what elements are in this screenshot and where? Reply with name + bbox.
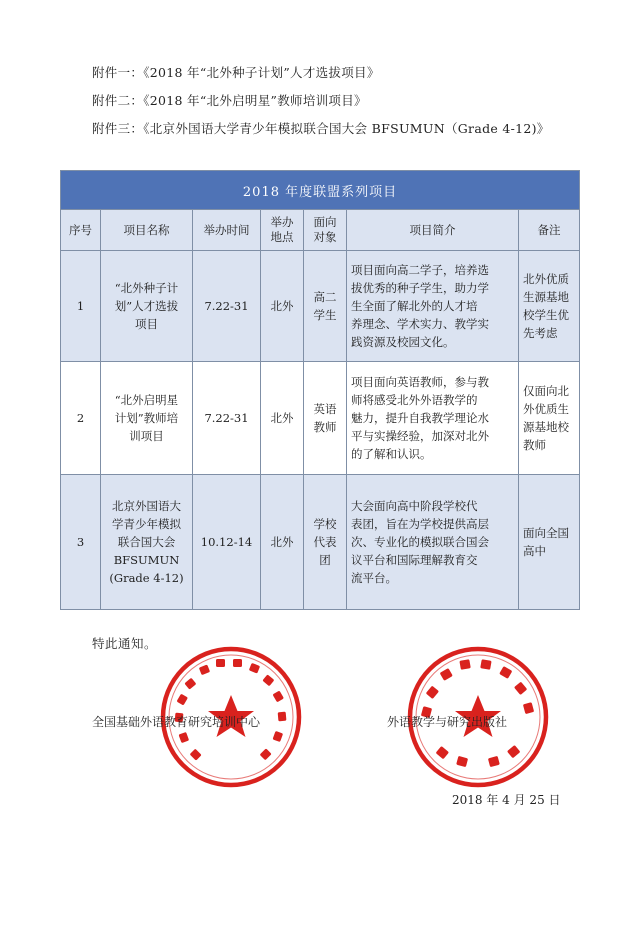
- cell-time: 7.22-31: [193, 251, 261, 362]
- header-time: 举办时间: [193, 210, 261, 251]
- table-row: [61, 475, 580, 610]
- cell-no: 3: [61, 475, 101, 610]
- cell-time: 7.22-31: [193, 362, 261, 475]
- cell-name: 北京外国语大 学青少年模拟 联合国大会 BFSUMUN (Grade 4-12): [101, 475, 193, 610]
- cell-place: 北外: [261, 475, 304, 610]
- cell-note: 北外优质 生源基地 校学生优 先考虑: [519, 251, 580, 362]
- cell-place: 北外: [261, 251, 304, 362]
- attachment-2: 附件二：《2018 年“北外启明星”教师培训项目》: [92, 93, 367, 108]
- table-row: [61, 362, 580, 475]
- cell-no: 1: [61, 251, 101, 362]
- attachment-3: 附件三：《北京外国语大学青少年模拟联合国大会 BFSUMUN（Grade 4-12)》: [92, 121, 550, 136]
- header-note: 备注: [519, 210, 580, 251]
- cell-target: 高二 学生: [304, 251, 347, 362]
- signature-left: 全国基础外语教育研究培训中心: [92, 715, 261, 729]
- notice-text: 特此通知。: [92, 636, 158, 651]
- cell-target: 学校 代表 团: [304, 475, 347, 610]
- issue-date: 2018 年 4 月 25 日: [452, 793, 561, 807]
- table-title: 2018 年度联盟系列项目: [61, 171, 580, 210]
- cell-target: 英语 教师: [304, 362, 347, 475]
- cell-no: 2: [61, 362, 101, 475]
- cell-name: “北外启明星 计划”教师培 训项目: [101, 362, 193, 475]
- cell-intro: 项目面向英语教师，参与教 师将感受北外外语教学的 魅力，提升自我教学理论水 平与实操经验，加深对北外 的了解和认识。: [347, 362, 519, 475]
- cell-note: 仅面向北 外优质生 源基地校 教师: [519, 362, 580, 475]
- signature-right: 外语教学与研究出版社: [387, 715, 508, 729]
- header-place: 举办 地点: [261, 210, 304, 251]
- project-table: [60, 170, 580, 610]
- header-target: 面向 对象: [304, 210, 347, 251]
- header-intro: 项目简介: [347, 210, 519, 251]
- table-header-row: [61, 210, 580, 251]
- cell-intro: 项目面向高二学子，培养选 拔优秀的种子学生，助力学 生全面了解北外的人才培 养理念、学术实力、教学实 践资源及校园文化。: [347, 251, 519, 362]
- table-row: [61, 251, 580, 362]
- cell-intro: 大会面向高中阶段学校代 表团，旨在为学校提供高层 次、专业化的模拟联合国会 议平台和国际理解教育交 流平台。: [347, 475, 519, 610]
- cell-note: 面向全国 高中: [519, 475, 580, 610]
- header-no: 序号: [61, 210, 101, 251]
- cell-time: 10.12-14: [193, 475, 261, 610]
- attachment-1: 附件一：《2018 年“北外种子计划”人才选拔项目》: [92, 65, 380, 80]
- cell-name: “北外种子计 划”人才选拔 项目: [101, 251, 193, 362]
- cell-place: 北外: [261, 362, 304, 475]
- header-name: 项目名称: [101, 210, 193, 251]
